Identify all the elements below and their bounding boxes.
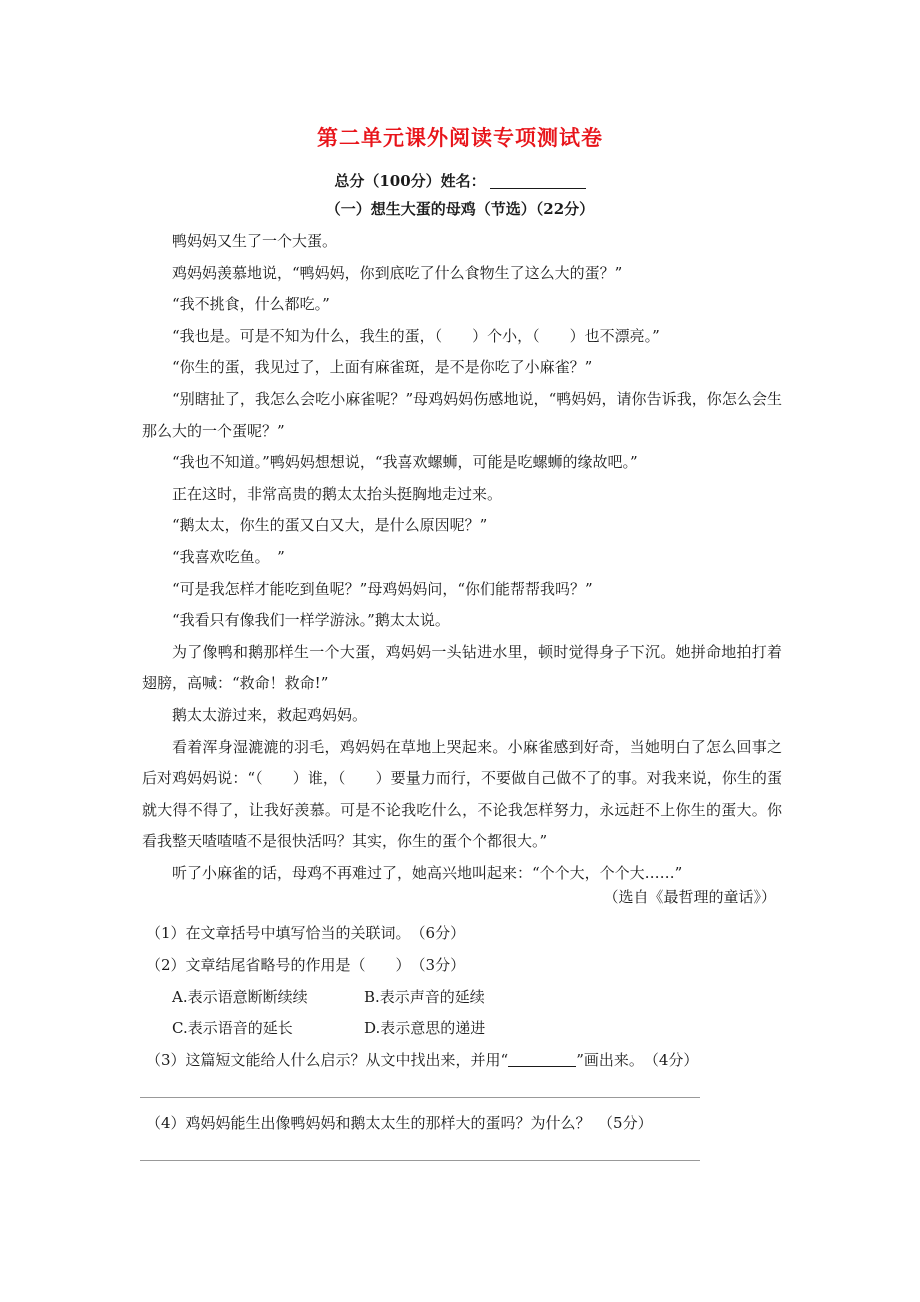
answer-line-3[interactable]: [140, 1097, 700, 1098]
question-3-text-end: 画出来。 （4分）: [583, 1051, 699, 1069]
story-paragraph: 听了小麻雀的话，母鸡不再难过了，她高兴地叫起来：“个个大，个个大……”: [172, 863, 683, 882]
answer-line-4[interactable]: [140, 1160, 700, 1161]
story-paragraph: “我看只有像我们一样学游泳。”鹅太太说。: [172, 611, 450, 630]
quote-open: “: [500, 1051, 509, 1069]
story-paragraph: 正在这时，非常高贵的鹅太太抬头挺胸地走过来。: [172, 484, 503, 503]
story-paragraph: “别瞎扯了，我怎么会吃小麻雀呢？”母鸡妈妈伤感地说，“鸭妈妈，请你告诉我，你怎么会生那么大的一个蛋呢？”: [142, 389, 782, 440]
underline-mark-example: [501, 1051, 584, 1069]
story-paragraph: “我也不知道。”鸭妈妈想想说，“我喜欢螺蛳，可能是吃螺蛳的缘故吧。”: [172, 453, 638, 472]
story-paragraph: 看着浑身湿漉漉的羽毛，鸡妈妈在草地上哭起来。小麻雀感到好奇，当她明白了怎么回事之后对鸡妈妈说：“（ ）谁，（ ）要量力而行，不要做自己做不了的事。对我来说，你生的蛋就大得不得了，让我好羡慕。可是不论我吃什么，不论我怎样努力，永远赶不上你生的蛋大。你看我整天喳喳喳不是很快活吗？其实，你生的蛋个个都很大。”: [142, 737, 782, 851]
question-2-option-b[interactable]: B.表示声音的延续: [364, 988, 485, 1006]
story-paragraph: “我也是。可是不知为什么，我生的蛋，（ ）个小，（ ）也不漂亮。”: [172, 326, 660, 345]
story-paragraph: “你生的蛋，我见过了，上面有麻雀斑，是不是你吃了小麻雀？”: [172, 358, 593, 377]
story-paragraph: “鹅太太，你生的蛋又白又大，是什么原因呢？”: [172, 516, 488, 535]
story-paragraph: 鹅太太游过来，救起鸡妈妈。: [172, 705, 368, 724]
question-4: （4）鸡妈妈能生出像鸭妈妈和鹅太太生的那样大的蛋吗？为什么？ （5分）: [146, 1114, 653, 1132]
name-blank-field[interactable]: [490, 174, 586, 189]
question-2-option-d[interactable]: D.表示意思的递进: [364, 1019, 486, 1037]
question-3: [146, 1049, 698, 1070]
story-paragraph: 为了像鸭和鹅那样生一个大蛋，鸡妈妈一头钻进水里，顿时觉得身子下沉。她拼命地拍打着翅膀，高喊：“救命！救命!”: [142, 642, 782, 693]
section-title: （一）想生大蛋的母鸡（节选）（22分）: [325, 200, 595, 218]
question-3-text: （3）这篇短文能给人什么启示？从文中找出来，并用: [146, 1051, 501, 1069]
score-name-label: 总分（100分）姓名：: [334, 172, 486, 190]
story-paragraph: “可是我怎样才能吃到鱼呢？”母鸡妈妈问，“你们能帮帮我吗？”: [172, 579, 593, 598]
question-1: （1）在文章括号中填写恰当的关联词。 （6分）: [146, 924, 466, 942]
underline-sample: [508, 1054, 576, 1067]
story-paragraph: 鸡妈妈羡慕地说，“鸭妈妈，你到底吃了什么食物生了这么大的蛋？”: [172, 263, 623, 282]
story-paragraph: “我不挑食，什么都吃。”: [172, 295, 330, 314]
question-2-option-c[interactable]: C.表示语音的延长: [172, 1019, 293, 1037]
story-paragraph: “我喜欢吃鱼。 ”: [172, 547, 285, 566]
source-citation: （选自《最哲理的童话》）: [603, 888, 776, 906]
story-paragraph: 鸭妈妈又生了一个大蛋。: [172, 232, 338, 250]
worksheet-title: 第二单元课外阅读专项测试卷: [317, 125, 603, 150]
score-name-line: [0, 170, 920, 191]
quote-close: ”: [576, 1051, 584, 1069]
question-2-option-a[interactable]: A.表示语意断断续续: [172, 988, 308, 1006]
question-2: （2）文章结尾省略号的作用是（ ） （3分）: [146, 956, 466, 974]
story-text: [142, 226, 782, 889]
